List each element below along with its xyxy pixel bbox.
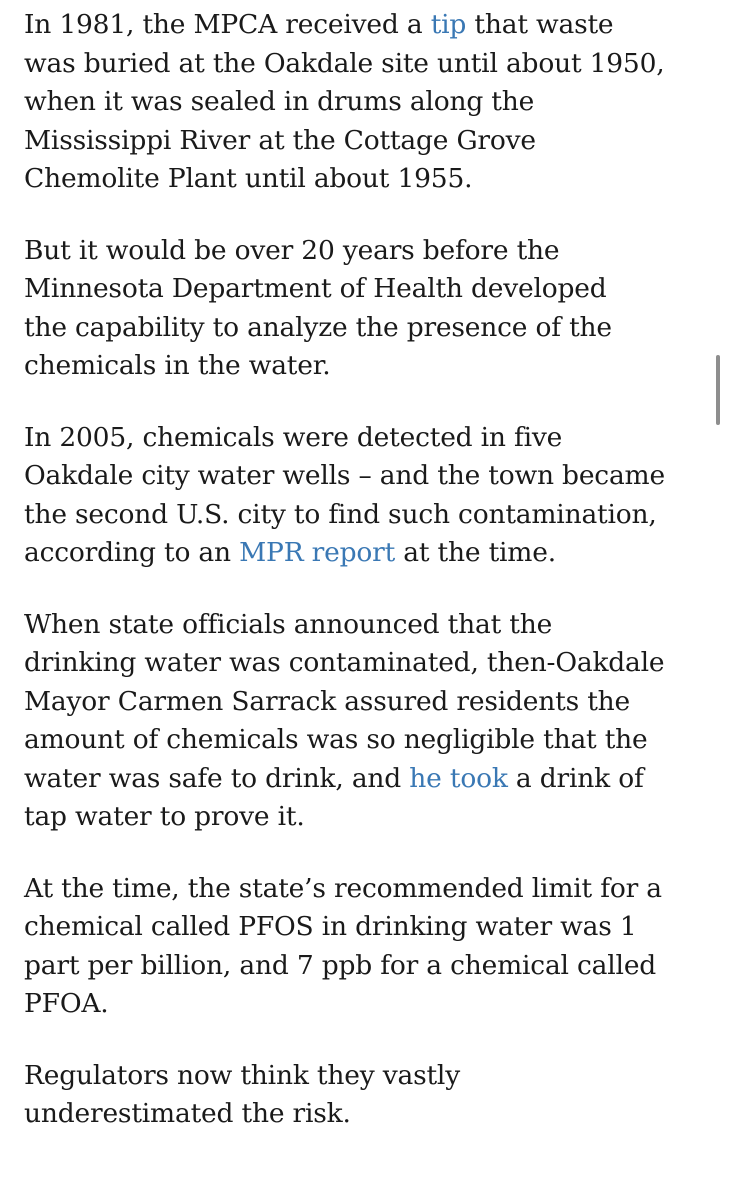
text-line — [24, 947, 714, 986]
text-line — [24, 496, 714, 535]
article-paragraph — [24, 419, 714, 573]
text-line — [24, 122, 714, 161]
text-line — [24, 1057, 714, 1096]
text-segment: tap water to prove it. — [24, 801, 305, 832]
text-line — [24, 606, 714, 645]
text-line — [24, 1095, 714, 1134]
text-line — [24, 6, 714, 45]
text-line — [24, 798, 714, 837]
text-line — [24, 908, 714, 947]
text-line — [24, 232, 714, 271]
text-line — [24, 985, 714, 1024]
text-segment: the capability to analyze the presence of the — [24, 311, 612, 343]
text-line — [24, 347, 714, 386]
scrollbar-thumb[interactable] — [716, 355, 720, 425]
text-segment: Mayor Carmen Sarrack assured residents the — [24, 685, 631, 717]
text-segment: But it would be over 20 years before the — [24, 234, 560, 266]
text-segment: chemical called PFOS in drinking water was 1 — [24, 911, 637, 942]
text-line — [24, 644, 714, 683]
article-paragraph — [24, 6, 714, 199]
text-segment: part per billion, and 7 ppb for a chemical called — [24, 949, 657, 981]
text-segment: the second U.S. city to find such contamination, — [24, 498, 657, 530]
article-paragraph — [24, 232, 714, 386]
text-segment: Mississippi River at the Cottage Grove — [24, 124, 536, 156]
text-segment: a drink of — [507, 762, 644, 794]
inline-link[interactable]: MPR report — [239, 537, 396, 568]
text-segment: when it was sealed in drums along the — [24, 86, 535, 117]
text-segment: When state officials announced that the — [24, 608, 553, 640]
article-paragraph — [24, 870, 714, 1024]
text-line — [24, 419, 714, 458]
text-line — [24, 270, 714, 309]
inline-link[interactable]: he took — [409, 762, 508, 794]
text-segment: water was safe to drink, and — [24, 762, 410, 794]
text-line — [24, 683, 714, 722]
text-line — [24, 721, 714, 760]
text-segment: drinking water was contaminated, then-Oakdale — [24, 647, 665, 678]
text-segment: Oakdale city water wells – and the town became — [24, 460, 665, 491]
text-segment: underestimated the risk. — [24, 1098, 351, 1129]
text-line — [24, 457, 714, 496]
article-body — [24, 6, 714, 1167]
text-line — [24, 160, 714, 199]
article-paragraph — [24, 1057, 714, 1134]
text-segment: Chemolite Plant until about 1955. — [24, 163, 473, 194]
text-line — [24, 309, 714, 348]
text-line — [24, 534, 714, 573]
article-paragraph — [24, 606, 714, 837]
text-segment: In 1981, the MPCA received a — [24, 9, 431, 40]
text-segment: Minnesota Department of Health developed — [24, 273, 607, 304]
text-segment: according to an — [24, 537, 240, 568]
text-segment: Regulators now think they vastly — [24, 1059, 460, 1091]
text-line — [24, 45, 714, 84]
inline-link[interactable]: tip — [430, 9, 467, 40]
text-segment: at the time. — [395, 537, 556, 568]
text-segment: chemicals in the water. — [24, 350, 331, 381]
text-line — [24, 83, 714, 122]
text-segment: At the time, the state’s recommended limit for a — [24, 872, 662, 904]
text-segment: amount of chemicals was so negligible that the — [24, 724, 648, 755]
text-line — [24, 760, 714, 799]
text-line — [24, 870, 714, 909]
text-segment: that waste — [466, 9, 614, 40]
text-segment: was buried at the Oakdale site until about 1950, — [24, 47, 665, 79]
text-segment: In 2005, chemicals were detected in five — [24, 421, 563, 453]
text-segment: PFOA. — [24, 988, 109, 1019]
